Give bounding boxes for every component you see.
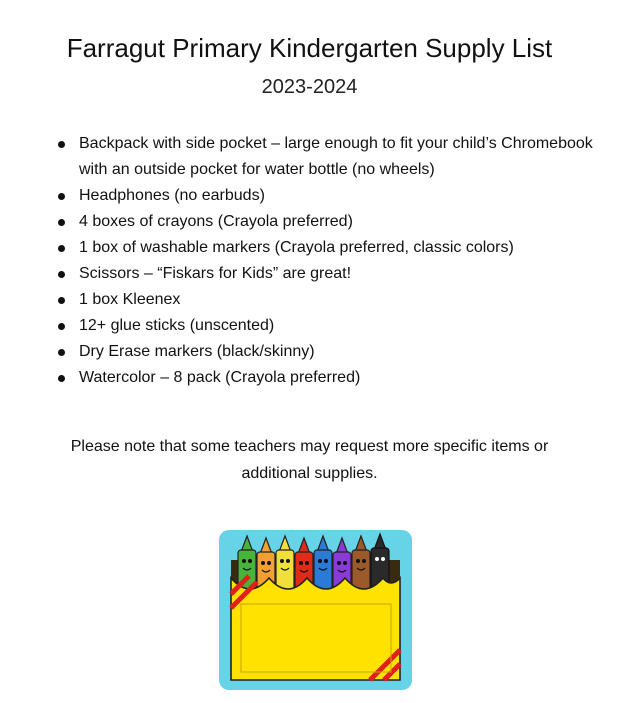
teacher-note: Please note that some teachers may request more specific items or additional supplies.: [70, 438, 549, 482]
list-item: Dry Erase markers (black/skinny): [58, 339, 603, 365]
crayon-box-illustration: [219, 530, 412, 690]
school-year: 2023-2024: [261, 76, 358, 98]
list-item: Headphones (no earbuds): [58, 183, 603, 209]
list-item: 12+ glue sticks (unscented): [58, 313, 603, 339]
list-item: Backpack with side pocket – large enough to fit your child’s Chromebook with an outside pocket for water bottle (no wheels): [58, 131, 603, 183]
supply-list: [58, 131, 603, 391]
list-item: 1 box of washable markers (Crayola preferred, classic colors): [58, 235, 603, 261]
list-item: Watercolor – 8 pack (Crayola preferred): [58, 365, 603, 391]
list-item: Scissors – “Fiskars for Kids” are great!: [58, 261, 603, 287]
crayon-box-front: [231, 578, 400, 680]
page-title: Farragut Primary Kindergarten Supply List: [66, 33, 553, 63]
list-item: 1 box Kleenex: [58, 287, 603, 313]
list-item: 4 boxes of crayons (Crayola preferred): [58, 209, 603, 235]
